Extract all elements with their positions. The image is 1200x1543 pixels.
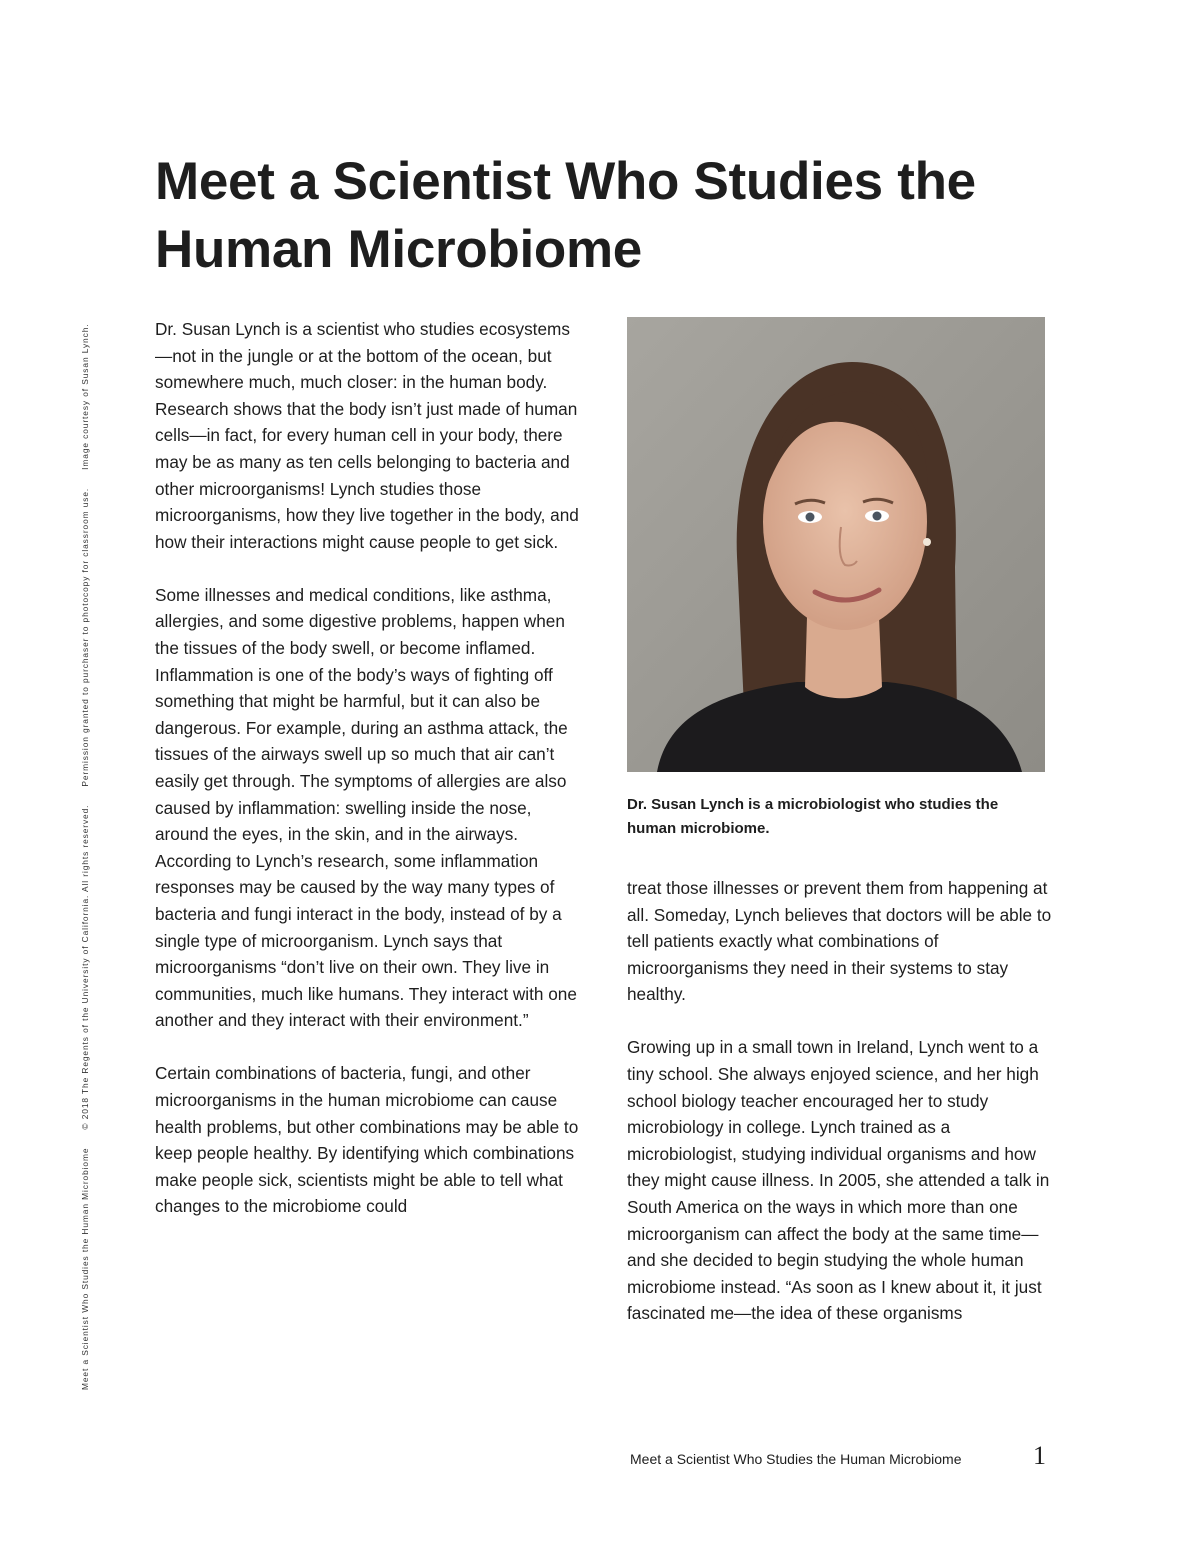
photo-caption: Dr. Susan Lynch is a microbiologist who studies the human microbiome. [627,796,999,837]
left-column [155,316,580,1247]
page-number: 1 [1033,1441,1046,1470]
credit-image: Image courtesy of Susan Lynch. [80,323,90,470]
portrait-illustration [627,317,1045,772]
credit-line [80,306,90,1391]
paragraph: Some illnesses and medical conditions, like asthma, allergies, and some digestive problems, happen when the tissues of the body swell, or become inflamed. Inflammation is one of the body’s ways of fighting off something that might be harmful, but it can also be dangerous. For example, during an asthma attack, the tissues of the airways swell up so much that air can’t easily get through. The symptoms of allergies are also caused by inflammation: swelling inside the nose, around the eyes, in the skin, and in the airways. According to Lynch’s research, some inflammation responses may be caused by the way many types of bacteria and fungi interact in the body, instead of by a single type of microorganism. Lynch says that microorganisms “don’t live on their own. They live in communities, much like humans. They interact with one another and they interact with their environment.” [155,584,577,1031]
credit-title: Meet a Scientist Who Studies the Human Microbiome [80,1147,90,1390]
side-credits [0,0,140,1543]
scientist-portrait [627,317,1045,772]
footer-title: Meet a Scientist Who Studies the Human Microbiome [630,1451,962,1467]
right-column [627,875,1052,1354]
paragraph: Growing up in a small town in Ireland, Lynch went to a tiny school. She always enjoyed science, and her high school biology teacher encouraged her to study microbiology in college. Lynch trained as a microbiologist, studying individual organisms and how they might cause illness. In 2005, she attended a talk in South America on the ways in which more than one microorganism can affect the body at the same time—and she decided to begin studying the whole human microbiome instead. “As soon as I knew about it, it just fascinated me—the idea of these organisms [627,1037,1050,1324]
paragraph: Certain combinations of bacteria, fungi, and other microorganisms in the human microbiome can cause health problems, but other combinations may be able to keep people healthy. By identifying which combinations make people sick, scientists might be able to tell what changes to the microbiome could [155,1063,579,1217]
paragraph: Dr. Susan Lynch is a scientist who studies ecosystems—not in the jungle or at the bottom of the ocean, but somewhere much, much closer: in the human body. Research shows that the body isn’t just made of human cells—in fact, for every human cell in your body, there may be as many as ten cells belonging to bacteria and other microorganisms! Lynch studies those microorganisms, how they live together in the body, and how their interactions might cause people to get sick. [155,319,579,552]
credit-permission: Permission granted to purchaser to photocopy for classroom use. [80,487,90,787]
credit-copyright: © 2018 The Regents of the University of California. All rights reserved. [80,804,90,1130]
paragraph: treat those illnesses or prevent them from happening at all. Someday, Lynch believes that doctors will be able to tell patients exactly what combinations of microorganisms they need in their systems to stay healthy. [627,878,1052,1005]
page-title: Meet a Scientist Who Studies the Human Microbiome [155,152,976,279]
